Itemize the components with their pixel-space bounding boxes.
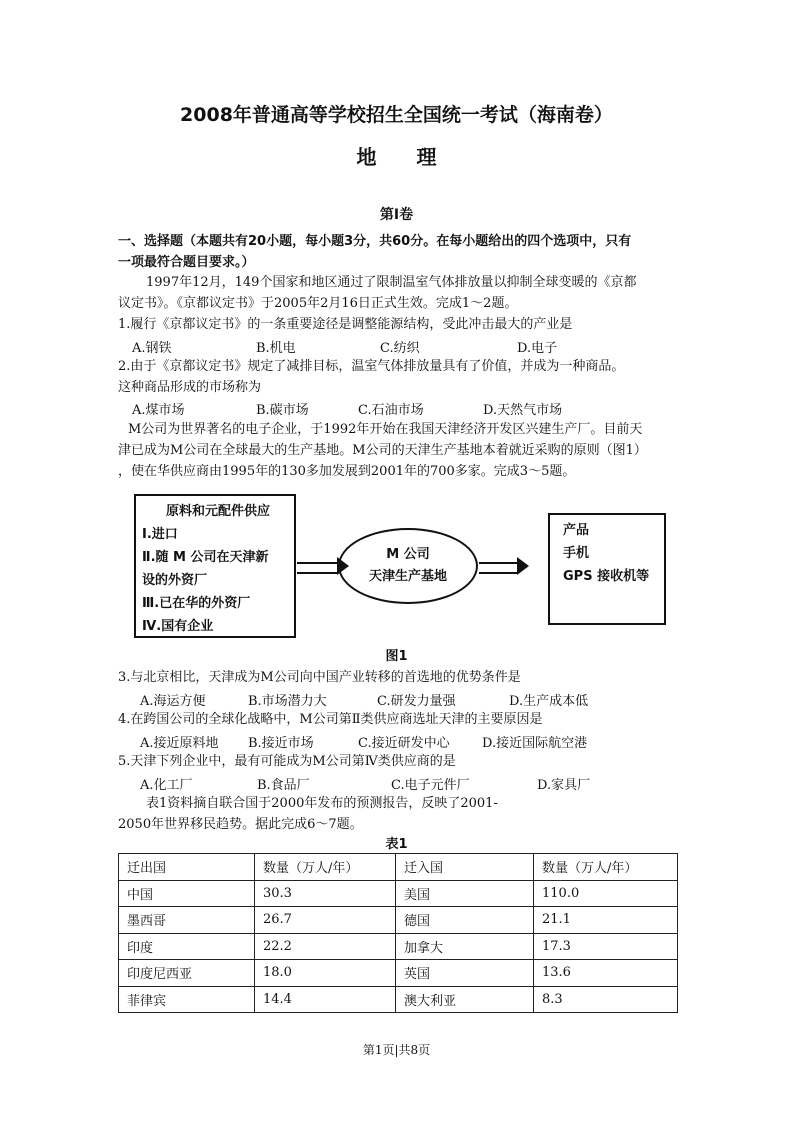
table-cell: 17.3 xyxy=(534,933,678,960)
option: C.电子元件厂 xyxy=(391,778,470,793)
table-cell: 8.3 xyxy=(534,986,678,1013)
subject-title: 地理 xyxy=(356,145,477,169)
table-caption: 表1 xyxy=(385,837,408,852)
table-cell: 110.0 xyxy=(534,880,678,907)
migration-table xyxy=(118,853,678,1013)
section-heading-cont: 一项最符合题目要求。） xyxy=(118,255,255,270)
arrow-icon xyxy=(479,562,517,574)
option: C.纺织 xyxy=(380,341,420,356)
product-item: 手机 xyxy=(563,546,590,561)
table-row xyxy=(119,907,678,934)
supply-item: Ⅰ.进口 xyxy=(142,527,178,542)
option: D.生产成本低 xyxy=(509,694,589,709)
option: D.接近国际航空港 xyxy=(482,736,588,751)
table-cell: 加拿大 xyxy=(396,933,534,960)
question-1: 1.履行《京都议定书》的一条重要途径是调整能源结构，受此冲击最大的产业是 xyxy=(118,317,573,332)
table-cell: 英国 xyxy=(396,960,534,987)
table-cell: 印度尼西亚 xyxy=(119,960,255,987)
option: A.接近原料地 xyxy=(140,736,219,751)
section-heading: 一、选择题（本题共有20小题，每小题3分，共60分。在每小题给出的四个选项中，只有 xyxy=(118,234,632,249)
volume-title: 第Ⅰ卷 xyxy=(379,207,414,223)
table-row xyxy=(119,880,678,907)
table-cell: 印度 xyxy=(119,933,255,960)
table-cell: 德国 xyxy=(396,907,534,934)
supply-heading: 原料和元配件供应 xyxy=(165,504,270,519)
base-name: M 公司 xyxy=(386,547,430,562)
option: C.研发力量强 xyxy=(377,694,456,709)
option: B.食品厂 xyxy=(257,778,310,793)
table-row xyxy=(119,933,678,960)
option: D.天然气市场 xyxy=(483,403,563,418)
option: A.海运方便 xyxy=(140,694,206,709)
table-cell: 澳大利亚 xyxy=(396,986,534,1013)
page-footer: 第1页|共8页 xyxy=(362,1043,431,1057)
table-cell: 菲律宾 xyxy=(119,986,255,1013)
header-cell: 数量（万人/年） xyxy=(534,854,678,881)
intro-paragraph: 津已成为M公司在全球最大的生产基地。M公司的天津生产基地本着就近采购的原则（图1） xyxy=(118,443,647,458)
option: B.市场潜力大 xyxy=(248,694,327,709)
intro-paragraph: 议定书》。《京都议定书》于2005年2月16日正式生效。完成1～2题。 xyxy=(118,296,518,311)
header-cell: 数量（万人/年） xyxy=(255,854,396,881)
table-cell: 13.6 xyxy=(534,960,678,987)
option: C.石油市场 xyxy=(358,403,424,418)
table-cell: 美国 xyxy=(396,880,534,907)
exam-title: 2008年普通高等学校招生全国统一考试（海南卷） xyxy=(180,104,613,126)
supply-item: Ⅲ.已在华的外资厂 xyxy=(142,596,251,611)
option: B.接近市场 xyxy=(248,736,314,751)
table-cell: 30.3 xyxy=(255,880,396,907)
supply-item: Ⅳ.国有企业 xyxy=(142,619,214,634)
intro-paragraph: 1997年12月，149个国家和地区通过了限制温室气体排放量以抑制全球变暖的《京都 xyxy=(146,275,637,290)
question-5: 5.天津下列企业中，最有可能成为M公司第Ⅳ类供应商的是 xyxy=(118,754,456,769)
option: B.机电 xyxy=(256,341,296,356)
table-header-row xyxy=(119,854,678,881)
option: C.接近研发中心 xyxy=(358,736,450,751)
supply-item: Ⅱ.随 M 公司在天津新 xyxy=(142,550,269,565)
header-cell: 迁入国 xyxy=(396,854,534,881)
question-2: 2.由于《京都议定书》规定了减排目标，温室气体排放量具有了价值，并成为一种商品。 xyxy=(118,359,625,374)
supply-box xyxy=(134,494,296,638)
option: B.碳市场 xyxy=(256,403,309,418)
table-cell: 26.7 xyxy=(255,907,396,934)
table-cell: 14.4 xyxy=(255,986,396,1013)
product-item: GPS 接收机等 xyxy=(563,569,650,584)
intro-paragraph: ，使在华供应商由1995年的130多加发展到2001年的700多家。完成3～5题。 xyxy=(118,464,576,479)
arrow-icon xyxy=(297,562,337,574)
intro-paragraph: 2050年世界移民趋势。据此完成6～7题。 xyxy=(118,817,363,832)
base-label: 天津生产基地 xyxy=(368,569,447,584)
option: A.煤市场 xyxy=(132,403,185,418)
question-4: 4.在跨国公司的全球化战略中，M公司第Ⅱ类供应商选址天津的主要原因是 xyxy=(118,712,543,727)
question-2-cont: 这种商品形成的市场称为 xyxy=(118,380,262,395)
figure-caption: 图1 xyxy=(385,649,408,664)
option: D.家具厂 xyxy=(537,778,591,793)
intro-paragraph: M公司为世界著名的电子企业，于1992年开始在我国天津经济开发区兴建生产厂。目前天 xyxy=(128,422,643,437)
table-cell: 中国 xyxy=(119,880,255,907)
question-3: 3.与北京相比，天津成为M公司向中国产业转移的首选地的优势条件是 xyxy=(118,670,521,685)
table-cell: 墨西哥 xyxy=(119,907,255,934)
table-cell: 22.2 xyxy=(255,933,396,960)
table-cell: 21.1 xyxy=(534,907,678,934)
supply-item: 设的外资厂 xyxy=(142,573,208,588)
products-box xyxy=(548,513,666,625)
products-heading: 产品 xyxy=(563,523,590,538)
header-cell: 迁出国 xyxy=(119,854,255,881)
production-base-ellipse xyxy=(338,528,478,604)
option: D.电子 xyxy=(517,341,558,356)
table-row xyxy=(119,986,678,1013)
table-row xyxy=(119,960,678,987)
intro-paragraph: 表1资料摘自联合国于2000年发布的预测报告，反映了2001- xyxy=(146,796,498,811)
table-cell: 18.0 xyxy=(255,960,396,987)
option: A.钢铁 xyxy=(132,341,172,356)
option: A.化工厂 xyxy=(140,778,193,793)
